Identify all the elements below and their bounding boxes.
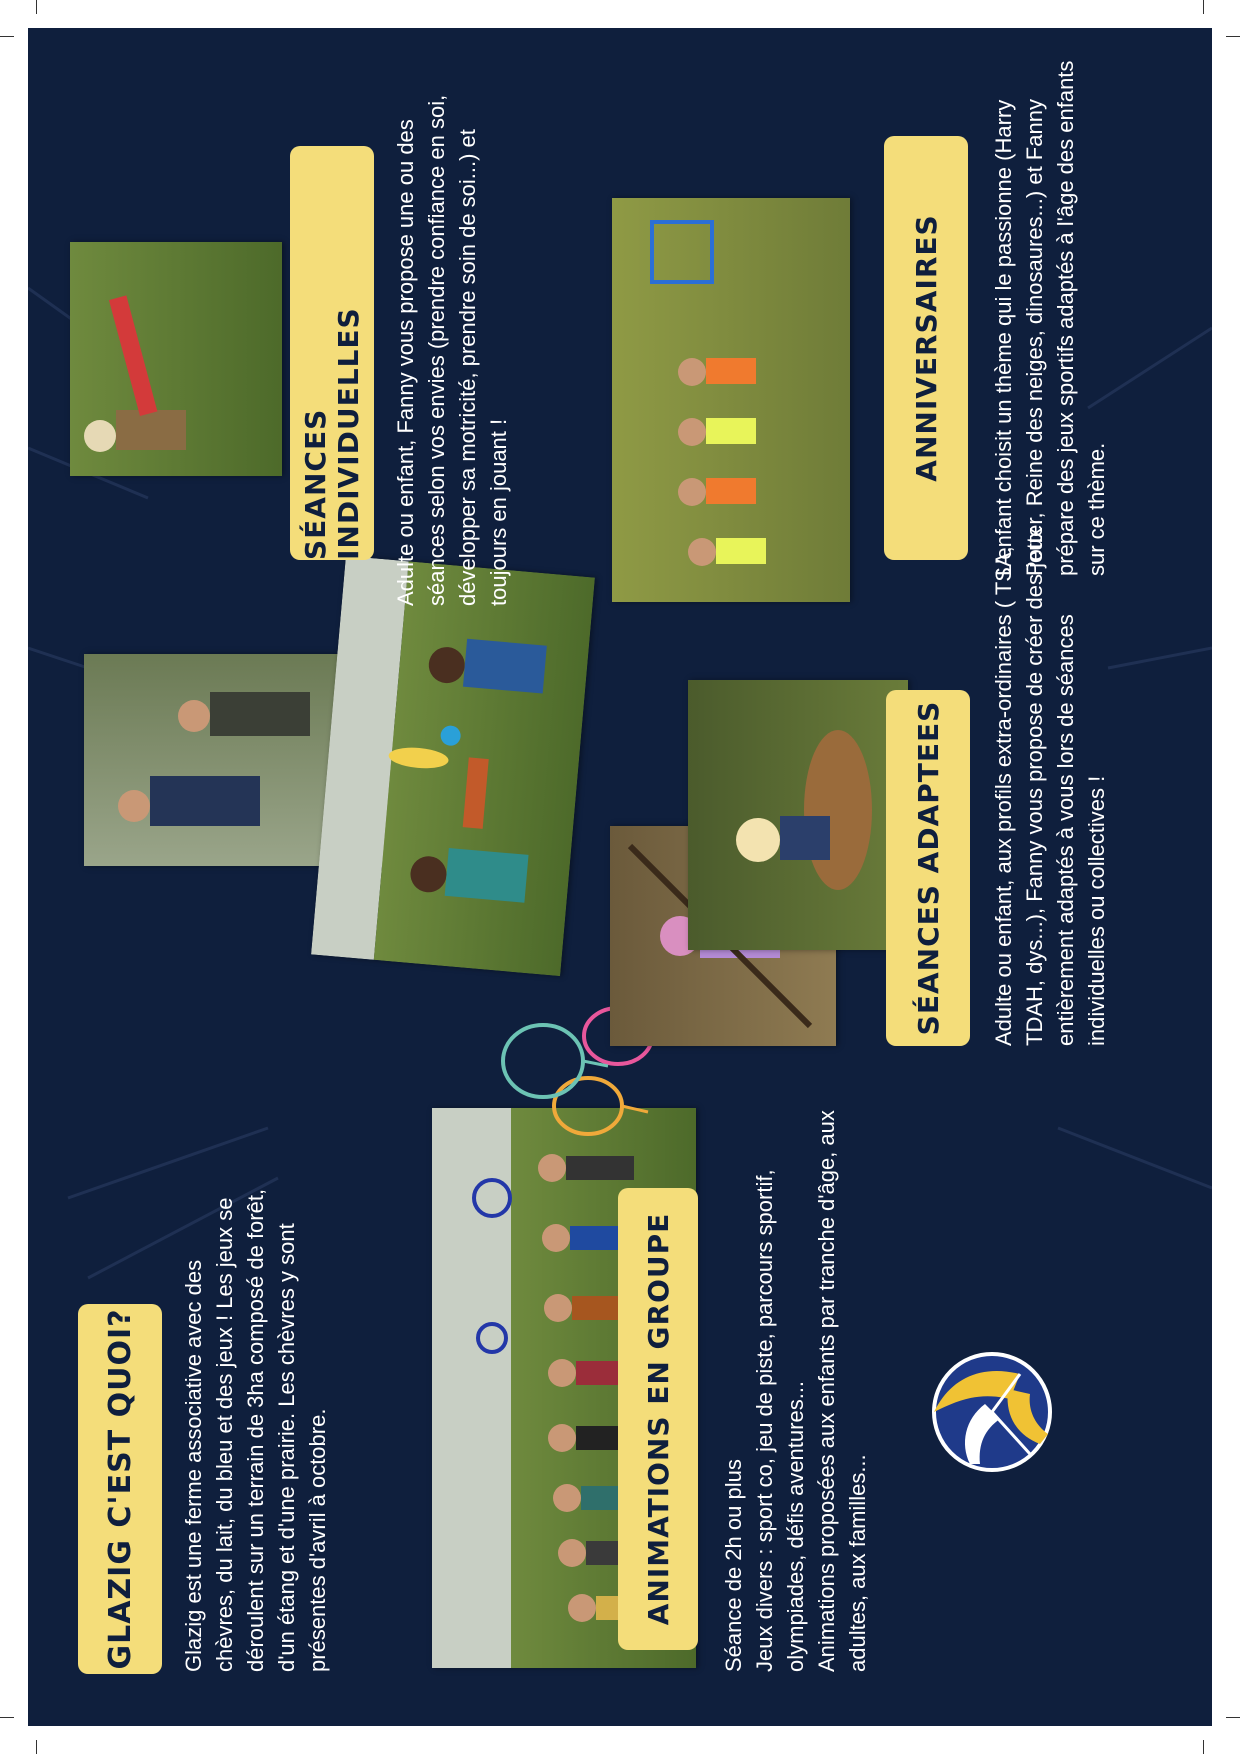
- anniversaires-text: L'enfant choisit un thème qui le passionne (Harry Potter, Reine des neiges, dinosaures...) et Fanny prépare des jeux sportifs adaptés à l'âge des enfants sur ce thème.: [991, 60, 1109, 576]
- glazig-description: [178, 1172, 333, 1672]
- crop-mark: [36, 0, 37, 14]
- title-animations-groupe-text: ANIMATIONS EN GROUPE: [641, 1212, 675, 1626]
- crop-mark: [1203, 0, 1204, 14]
- adaptees-text: Adulte ou enfant, aux profils extra-ordinaires ( TSA, TDAH, dys...), Fanny vous propose de créer des jeux entièrement adaptés à vous lors de séances individuelles ou collectives !: [991, 527, 1109, 1046]
- title-seances-individuelles: [290, 146, 374, 560]
- crop-mark: [1203, 1740, 1204, 1754]
- groupe-line-3: Animations proposées aux enfants par tranche d'âge, aux adultes, aux familles...: [814, 1110, 870, 1672]
- title-animations-groupe: [618, 1188, 698, 1650]
- title-seances-individuelles-text: SÉANCES INDIVIDUELLES: [299, 307, 365, 560]
- crop-mark: [0, 36, 14, 37]
- crop-mark: [1226, 36, 1240, 37]
- title-glazig: [78, 1304, 162, 1674]
- volleyball-icon: [930, 1350, 1054, 1474]
- title-seances-adaptees: [886, 690, 970, 1046]
- anniversaires-description: [988, 56, 1112, 576]
- crop-mark: [36, 1740, 37, 1754]
- individuelles-text: Adulte ou enfant, Fanny vous propose une ou des séances selon vos envies (prendre confiance en soi, développer sa motricité, prendre soin de soi...) et toujours en jouant !: [393, 94, 511, 606]
- rotated-content: [28, 28, 1212, 1726]
- individuelles-description: [390, 46, 514, 606]
- photo-juggling: [311, 556, 595, 976]
- title-seances-adaptees-text: SÉANCES ADAPTEES: [911, 700, 945, 1036]
- photo-horse-riding: [688, 680, 908, 950]
- crop-mark: [0, 1717, 14, 1718]
- photo-individual-session: [70, 242, 282, 476]
- glazig-text: Glazig est une ferme associative avec des chèvres, du lait, du bleu et des jeux ! Les jeux se déroulent sur un terrain de 3ha composé de forêt, d'un étang et d'une prairie. Les chèvres y sont présentes d'avril à octobre.: [181, 1188, 330, 1672]
- groupe-line-2: Jeux divers : sport co, jeu de piste, parcours sportif, olympiades, défis aventures...: [752, 1169, 808, 1672]
- crop-mark: [1226, 1717, 1240, 1718]
- photo-birthday-party: [612, 198, 850, 602]
- title-anniversaires: [884, 136, 968, 560]
- adaptees-description: [988, 526, 1112, 1046]
- flyer-page: [28, 28, 1212, 1726]
- groupe-line-1: Séance de 2h ou plus: [721, 1459, 746, 1672]
- title-glazig-text: GLAZIG C'EST QUOI?: [102, 1308, 138, 1670]
- groupe-description: [718, 1052, 873, 1672]
- title-anniversaires-text: ANNIVERSAIRES: [909, 214, 943, 482]
